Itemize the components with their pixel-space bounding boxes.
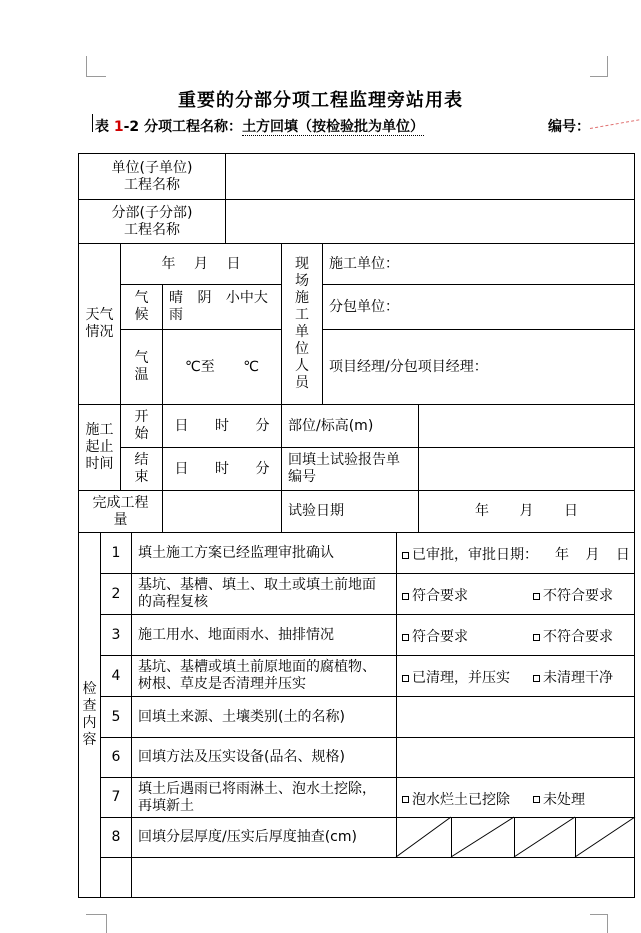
page-title: 重要的分部分项工程监理旁站用表 — [178, 90, 463, 111]
temperature-value: ℃至 ℃ — [162, 329, 282, 405]
label-construction-time: 施工 起止 时间 — [78, 404, 121, 491]
check-item-number: 8 — [100, 817, 132, 858]
check-option-2-label: 未清理干净 — [543, 670, 613, 686]
label-unit-project: 单位(子单位) 工程名称 — [78, 153, 226, 200]
check-item-number: 5 — [100, 696, 132, 738]
label-weather: 天气 情况 — [78, 243, 121, 405]
check-item-number: 6 — [100, 737, 132, 778]
check-option-2-label: 不符合要求 — [543, 588, 613, 604]
label-backfill-report: 回填土试验报告单 编号 — [281, 447, 419, 491]
test-date-value: 年 月 日 — [418, 490, 635, 533]
label-site-personnel: 现 场 施 工 单 位 人 员 — [281, 243, 323, 405]
check-option-2-label: 不符合要求 — [543, 629, 613, 645]
check-item-number: 3 — [100, 614, 132, 656]
label-completed-quantity: 完成工程 量 — [78, 490, 163, 533]
label-division-project: 分部(子分部) 工程名称 — [78, 199, 226, 244]
check-item-number: 7 — [100, 777, 132, 818]
check-item-text: 回填方法及压实设备(品名、规格) — [131, 737, 397, 778]
label-end: 结 束 — [120, 447, 163, 491]
label-temperature: 气 温 — [120, 329, 163, 405]
check-item-text: 施工用水、地面雨水、抽排情况 — [131, 614, 397, 656]
subtitle-prefix: 表 — [95, 119, 114, 135]
climate-options: 晴 阴 小中大 雨 — [162, 284, 282, 330]
label-inspection-content: 检 查 内 容 — [78, 532, 101, 898]
approval-date-label: 年 月 日 — [555, 547, 630, 563]
code-label: 编号： — [548, 119, 590, 135]
check-item-text: 回填分层厚度/压实后厚度抽查(cm) — [131, 817, 397, 858]
check-item-number: 4 — [100, 655, 132, 697]
end-time-value: 日 时 分 — [162, 447, 282, 491]
label-start: 开 始 — [120, 404, 163, 448]
check-item-number: 2 — [100, 573, 132, 615]
check-option-1-label: 已审批，审批日期： — [412, 547, 538, 563]
subtitle-red-number: 1 — [113, 119, 124, 135]
check-item-text: 填土施工方案已经监理审批确认 — [131, 532, 397, 574]
check-option-2-label: 未处理 — [543, 791, 585, 808]
check-option-1-label: 泡水烂土已挖除 — [412, 791, 510, 808]
label-subcontract-unit: 分包单位： — [322, 284, 635, 330]
subtitle-rest: -2 分项工程名称： — [123, 119, 243, 135]
check-option-1-label: 符合要求 — [412, 629, 468, 645]
label-climate: 气 候 — [120, 284, 163, 330]
label-construction-unit: 施工单位： — [322, 243, 635, 285]
check-item-text: 填土后遇雨已将雨淋土、泡水土挖除， 再填新土 — [131, 777, 397, 818]
check-item-number: 1 — [100, 532, 132, 574]
start-time-value: 日 时 分 — [162, 404, 282, 448]
weather-date: 年 月 日 — [120, 243, 282, 285]
check-option-1-label: 已清理，并压实 — [412, 670, 510, 686]
check-item-text: 基坑、基槽、填土、取土或填土前地面 的高程复核 — [131, 573, 397, 615]
label-project-manager: 项目经理/分包项目经理： — [322, 329, 635, 405]
subtitle-project-name: 土方回填（按检验批为单位） — [242, 119, 425, 135]
check-item-text: 基坑、基槽或填土前原地面的腐植物、 树根、草皮是否清理并压实 — [131, 655, 397, 697]
label-position-elevation: 部位/标高(m) — [281, 404, 419, 448]
check-option-1-label: 符合要求 — [412, 588, 468, 604]
label-test-date: 试验日期 — [281, 490, 419, 533]
check-item-text: 回填土来源、土壤类别(土的名称) — [131, 696, 397, 738]
